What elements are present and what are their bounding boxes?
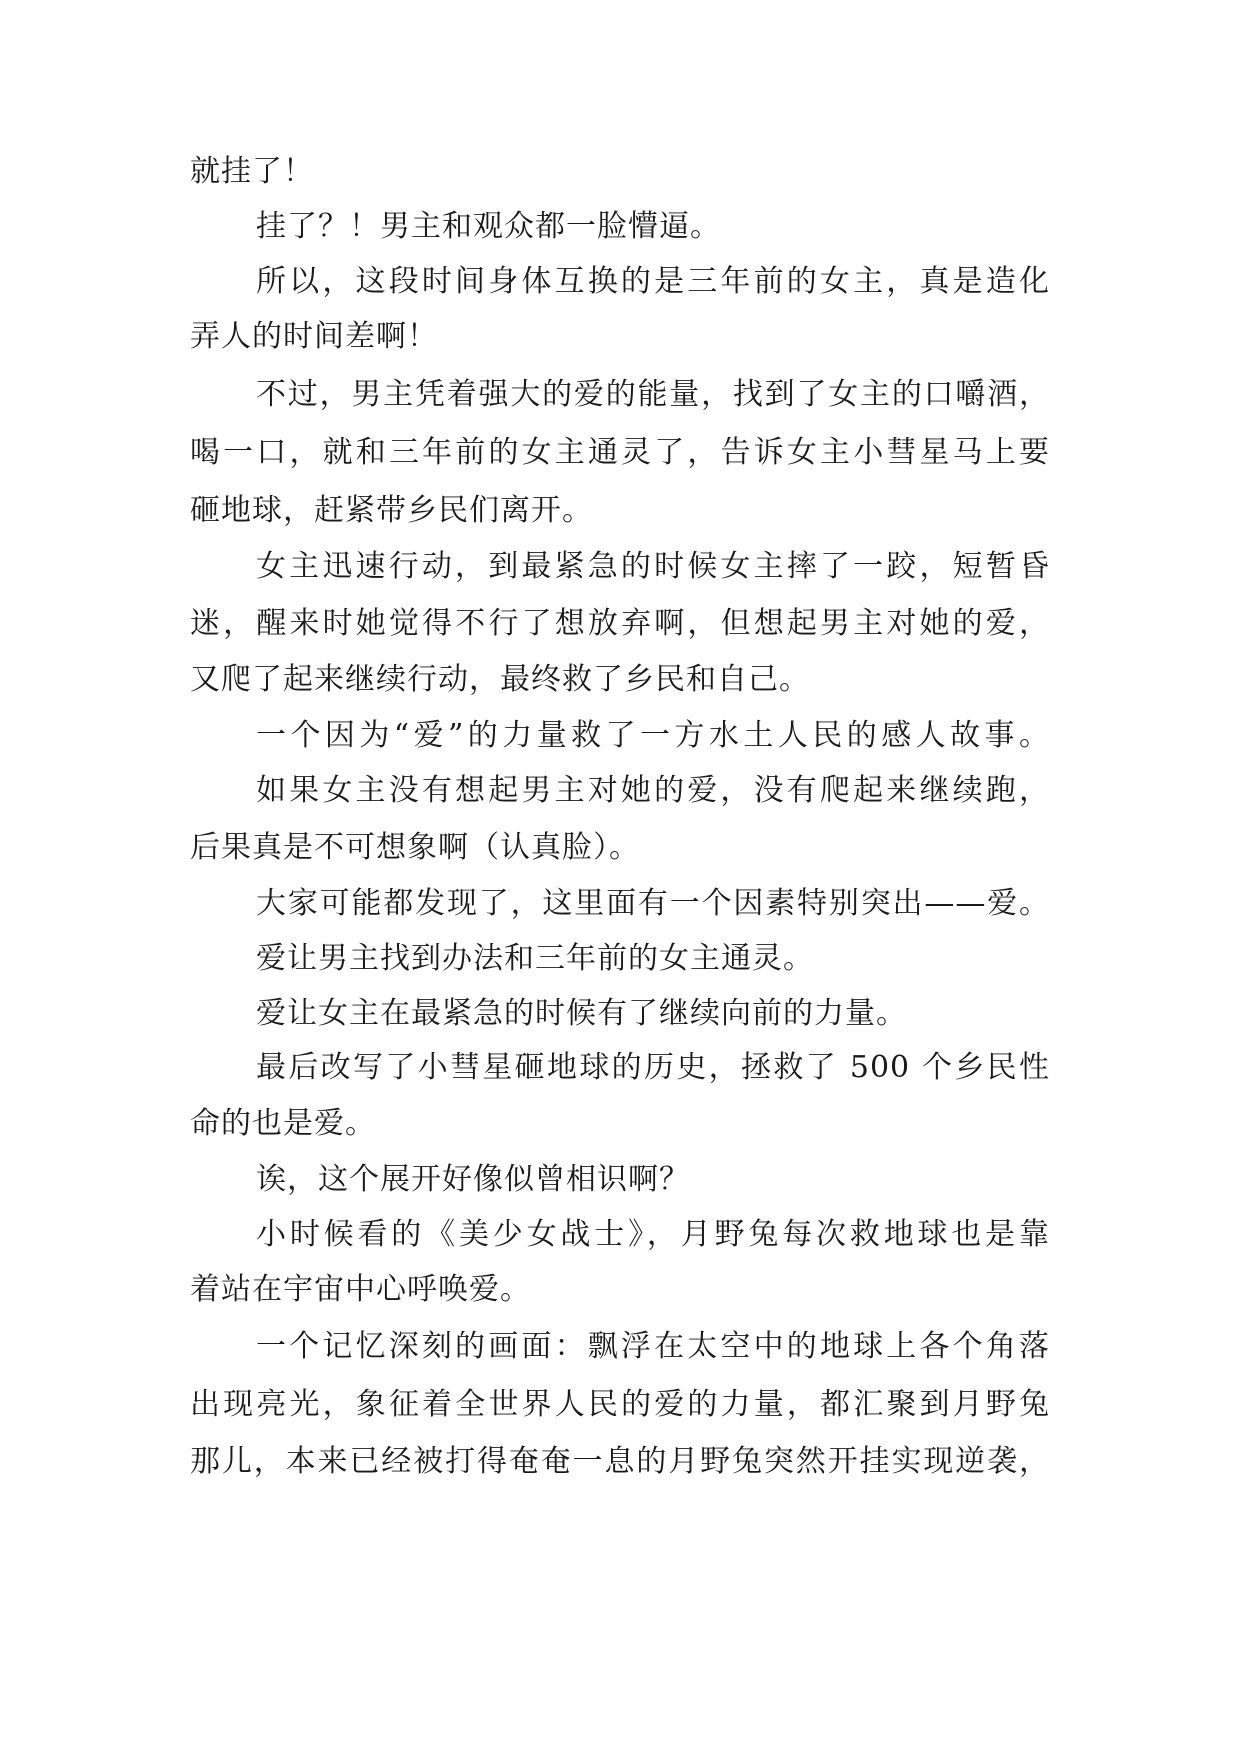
text-line-15: 爱让男主找到办法和三年前的女主通灵。 (256, 941, 814, 976)
text-line-14: 大家可能都发现了，这里面有一个因素特别突出——爱。 (256, 886, 1050, 921)
text-line-21: 着站在宇宙中心呼唤爱。 (190, 1272, 531, 1307)
text-line-1: 就挂了！ (190, 154, 314, 189)
text-line-18: 命的也是爱。 (190, 1106, 376, 1141)
text-line-6: 喝一口，就和三年前的女主通灵了，告诉女主小彗星马上要 (190, 435, 1050, 470)
text-line-17: 最后改写了小彗星砸地球的历史，拯救了 500 个乡民性 (256, 1050, 1050, 1085)
text-line-11: 一个因为“爱”的力量救了一方水土人民的感人故事。 (256, 718, 1050, 753)
text-line-3: 所以，这段时间身体互换的是三年前的女主，真是造化 (256, 264, 1050, 299)
text-line-7: 砸地球，赶紧带乡民们离开。 (190, 493, 593, 528)
text-line-8: 女主迅速行动，到最紧急的时候女主摔了一跤，短暂昏 (256, 549, 1050, 584)
text-line-16: 爱让女主在最紧急的时候有了继续向前的力量。 (256, 996, 907, 1031)
text-line-24: 那儿，本来已经被打得奄奄一息的月野兔突然开挂实现逆袭， (190, 1444, 1050, 1479)
text-line-19: 诶，这个展开好像似曾相识啊？ (256, 1162, 690, 1197)
text-line-2: 挂了？！男主和观众都一脸懵逼。 (256, 209, 721, 244)
text-line-5: 不过，男主凭着强大的爱的能量，找到了女主的口嚼酒， (256, 377, 1050, 412)
text-line-12: 如果女主没有想起男主对她的爱，没有爬起来继续跑， (256, 773, 1050, 808)
text-line-13: 后果真是不可想象啊（认真脸）。 (190, 830, 640, 865)
text-line-22: 一个记忆深刻的画面：飘浮在太空中的地球上各个角落 (256, 1329, 1050, 1364)
text-line-4: 弄人的时间差啊！ (190, 319, 438, 354)
text-line-20: 小时候看的《美少女战士》，月野兔每次救地球也是靠 (256, 1217, 1050, 1252)
text-line-10: 又爬了起来继续行动，最终救了乡民和自己。 (190, 662, 810, 697)
text-line-23: 出现亮光，象征着全世界人民的爱的力量，都汇聚到月野兔 (190, 1387, 1050, 1422)
text-line-9: 迷，醒来时她觉得不行了想放弃啊，但想起男主对她的爱， (190, 606, 1050, 641)
